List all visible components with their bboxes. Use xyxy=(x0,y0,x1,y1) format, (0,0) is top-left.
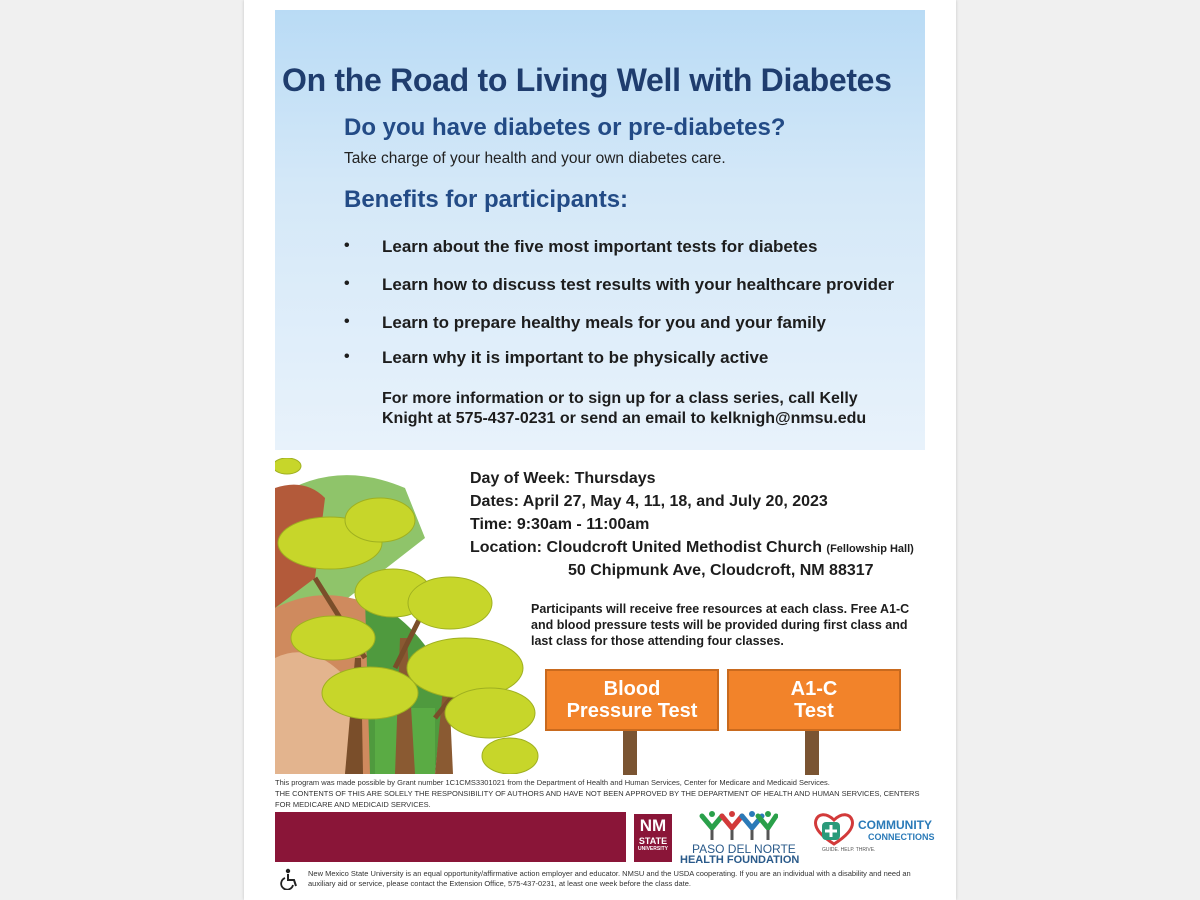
disclaimer-line: THE CONTENTS OF THIS ARE SOLELY THE RESPONSIBILITY OF AUTHORS AND HAVE NOT BEEN APPROVED BY THE DEPARTMENT OF HEALTH AND HUMAN SERVICES, CENTERS FOR MEDICARE AND MEDICAID SERVICES. xyxy=(275,789,920,809)
benefit-item xyxy=(344,348,914,372)
flyer-title: On the Road to Living Well with Diabetes xyxy=(282,62,892,98)
sign-post xyxy=(623,731,637,775)
benefits-heading: Benefits for participants: xyxy=(344,186,629,213)
benefit-text: Learn about the five most important tests for diabetes xyxy=(382,237,818,256)
sign-line: Pressure Test xyxy=(566,700,698,722)
class-time: Time: 9:30am - 11:00am xyxy=(470,516,650,533)
sign-line: Test xyxy=(794,700,834,722)
tagline: Take charge of your health and your own diabetes care. xyxy=(344,150,726,167)
grant-fineprint xyxy=(275,777,925,810)
class-location xyxy=(470,539,914,557)
sign-post xyxy=(805,731,819,775)
location-name: Location: Cloudcroft United Methodist Church xyxy=(470,539,822,556)
bullet-icon: • xyxy=(344,313,350,330)
wheelchair-icon xyxy=(280,868,300,890)
benefit-text: Learn to prepare healthy meals for you and your family xyxy=(382,313,827,332)
cc-tagline: GUIDE. HELP. THRIVE. xyxy=(822,847,876,853)
benefit-text: Learn how to discuss test results with your healthcare provider xyxy=(382,275,895,294)
logo-text: STATE xyxy=(638,836,668,846)
nmsu-logo xyxy=(634,814,672,862)
logo-text: NM xyxy=(639,816,667,835)
community-heart-icon xyxy=(812,812,856,846)
maroon-bar xyxy=(275,812,626,862)
pdn-people-icon xyxy=(698,810,778,842)
benefit-text: Learn why it is important to be physically active xyxy=(382,348,769,367)
sign-line: Blood xyxy=(603,678,661,700)
question-heading: Do you have diabetes or pre-diabetes? xyxy=(344,114,786,141)
logo-text: UNIVERSITY xyxy=(637,846,668,852)
bullet-icon: • xyxy=(344,348,350,365)
bullet-icon: • xyxy=(344,237,350,254)
contact-line: For more information or to sign up for a class series, call Kelly xyxy=(382,390,858,407)
resources-note: Participants will receive free resources at each class. Free A1-C and blood pressure tests will be provided during first class and last class for those attending four classes. xyxy=(531,602,910,648)
blood-pressure-sign xyxy=(545,669,719,731)
contact-info xyxy=(382,389,912,429)
pdn-logo-line: PASO DEL NORTE xyxy=(692,842,796,856)
benefit-item xyxy=(344,237,914,261)
contact-line: Knight at 575-437-0231 or send an email to kelknigh@nmsu.edu xyxy=(382,410,867,427)
eeo-statement: New Mexico State University is an equal opportunity/affirmative action employer and educator. NMSU and the USDA cooperating. If you are an individual with a disability and need an auxiliary aid or service, please contact the Extension Office, 575-437-0231, at least one week before the class date. xyxy=(308,869,911,888)
cc-logo-line: COMMUNITY xyxy=(858,818,932,832)
location-note: (Fellowship Hall) xyxy=(826,543,914,555)
benefit-item xyxy=(344,313,914,337)
class-dates: Dates: April 27, May 4, 11, 18, and July 20, 2023 xyxy=(470,493,828,510)
grant-line: This program was made possible by Grant number 1C1CMS3301021 from the Department of Health and Human Services, Center for Medicare and Medicaid Services. xyxy=(275,778,830,787)
sign-line: A1-C xyxy=(790,678,838,700)
a1c-sign xyxy=(727,669,901,731)
day-of-week: Day of Week: Thursdays xyxy=(470,470,656,487)
benefit-item xyxy=(344,275,914,299)
cc-logo-line: CONNECTIONS xyxy=(868,832,935,842)
pdn-logo-line: HEALTH FOUNDATION xyxy=(680,854,800,866)
class-address: 50 Chipmunk Ave, Cloudcroft, NM 88317 xyxy=(568,562,874,579)
bullet-icon: • xyxy=(344,275,350,292)
